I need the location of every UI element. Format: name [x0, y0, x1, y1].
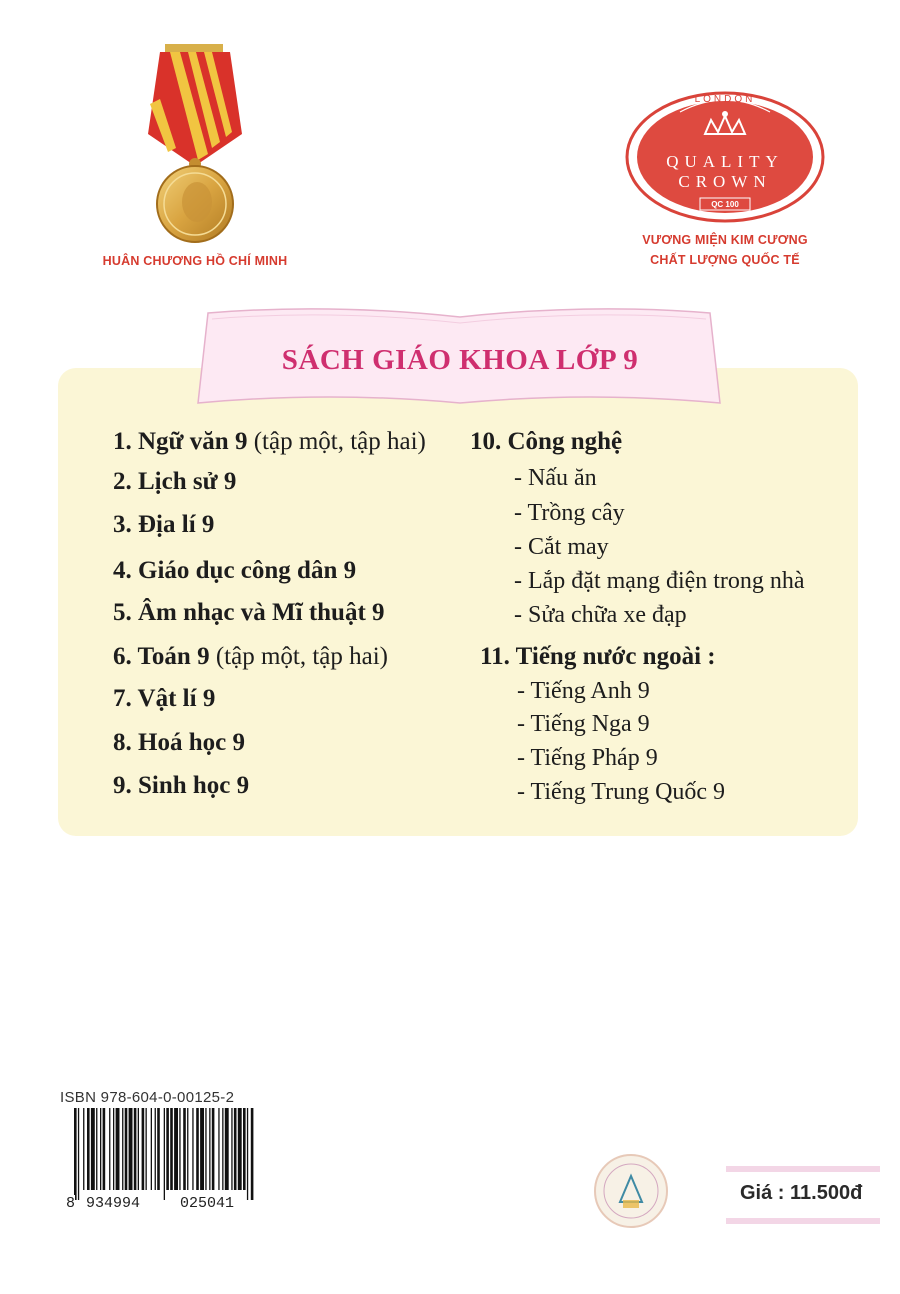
- barcode-bar: [103, 1108, 106, 1190]
- barcode-bar: [116, 1108, 120, 1190]
- list-item: [113, 642, 388, 672]
- book-title: 3. Địa lí 9: [113, 511, 215, 538]
- barcode-bar: [196, 1108, 199, 1190]
- price-label: Giá : 11.500đ: [740, 1182, 863, 1204]
- medal-caption: HUÂN CHƯƠNG HỒ CHÍ MINH: [102, 254, 288, 268]
- barcode-bar: [155, 1108, 156, 1190]
- barcode-bar: [170, 1108, 173, 1190]
- barcode-bar: [205, 1108, 206, 1190]
- price-sticker: [722, 1160, 884, 1232]
- badge-line-quality: QUALITY: [666, 152, 784, 171]
- list-item: [113, 771, 249, 801]
- barcode-bar: [100, 1108, 101, 1190]
- list-item: - Tiếng Pháp 9: [517, 745, 658, 771]
- book-title: 2. Lịch sử 9: [113, 468, 237, 495]
- book-title: 9. Sinh học 9: [113, 772, 250, 799]
- barcode-bar: [122, 1108, 123, 1190]
- book-title: 6. Toán 9: [113, 643, 210, 670]
- barcode-bar: [87, 1108, 90, 1190]
- barcode-bar: [134, 1108, 137, 1190]
- barcode-bar: [96, 1108, 97, 1190]
- barcode-bar: [231, 1108, 232, 1190]
- badge-caption-line2: CHẤT LƯỢNG QUỐC TẾ: [650, 253, 800, 267]
- section-heading-languages: 11. Tiếng nước ngoài :: [480, 643, 716, 670]
- list-item: - Tiếng Anh 9: [517, 678, 650, 704]
- barcode-bar: [225, 1108, 229, 1190]
- book-title: 7. Vật lí 9: [113, 685, 216, 712]
- list-item: - Cắt may: [514, 534, 609, 560]
- barcode-bar: [142, 1108, 145, 1190]
- list-item: - Sửa chữa xe đạp: [514, 602, 687, 628]
- list-item: [113, 427, 426, 457]
- list-item: [113, 467, 236, 497]
- book-note: (tập một, tập hai): [209, 643, 389, 670]
- list-item: [113, 684, 215, 714]
- book-note: (tập một, tập hai): [247, 428, 426, 455]
- list-item: [113, 598, 385, 628]
- list-item: - Lắp đặt mạng điện trong nhà: [514, 568, 805, 594]
- barcode-bar: [125, 1108, 128, 1190]
- barcode-bar: [174, 1108, 178, 1190]
- barcode-bar: [209, 1108, 210, 1190]
- barcode-bar: [247, 1108, 248, 1200]
- barcode-right-digits: 025041: [180, 1195, 235, 1212]
- barcode-bar: [74, 1108, 77, 1200]
- barcode-bar: [78, 1108, 79, 1200]
- list-item: [113, 510, 214, 540]
- page-title: SÁCH GIÁO KHOA LỚP 9: [281, 344, 639, 376]
- barcode-bar: [109, 1108, 110, 1190]
- barcode-bar: [187, 1108, 188, 1190]
- barcode-bar: [218, 1108, 219, 1190]
- barcode-bar: [179, 1108, 180, 1190]
- barcode-bar: [234, 1108, 237, 1190]
- barcode-bar: [200, 1108, 204, 1190]
- badge-line-crown: CROWN: [678, 172, 772, 191]
- barcode-bar: [251, 1108, 254, 1200]
- book-title: 1. Ngữ văn 9: [113, 428, 248, 455]
- barcode-bar: [157, 1108, 160, 1190]
- barcode-icon: [70, 1108, 255, 1200]
- barcode-bar: [166, 1108, 169, 1190]
- book-title: 4. Giáo dục công dân 9: [113, 557, 357, 584]
- barcode-bar: [91, 1108, 95, 1190]
- badge-caption-line1: VƯƠNG MIỆN KIM CƯƠNG: [642, 233, 808, 247]
- barcode-bar: [222, 1108, 223, 1190]
- barcode-bar: [138, 1108, 139, 1190]
- barcode-bar: [212, 1108, 215, 1190]
- barcode-bar: [192, 1108, 193, 1190]
- book-title: 5. Âm nhạc và Mĩ thuật 9: [113, 599, 385, 626]
- barcode-bar: [129, 1108, 133, 1190]
- ho-chi-minh-medal-icon: [140, 44, 250, 249]
- book-title: 8. Hoá học 9: [113, 729, 245, 756]
- barcode-bar: [113, 1108, 114, 1190]
- barcode-bar: [243, 1108, 246, 1190]
- barcode-left-digit: 8: [66, 1195, 76, 1212]
- barcode-bar: [146, 1108, 147, 1190]
- list-item: - Tiếng Trung Quốc 9: [517, 779, 726, 805]
- barcode-bar: [164, 1108, 165, 1200]
- isbn-text: ISBN 978-604-0-00125-2: [60, 1089, 235, 1106]
- badge-code: QC 100: [711, 200, 739, 209]
- barcode-mid-digits: 934994: [86, 1195, 141, 1212]
- section-heading-technology: 10. Công nghệ: [470, 428, 623, 455]
- list-item: - Tiếng Nga 9: [517, 711, 650, 737]
- barcode-bar: [83, 1108, 84, 1190]
- publisher-stamp-icon: [592, 1152, 670, 1230]
- barcode-bar: [151, 1108, 152, 1190]
- list-item: [113, 728, 245, 758]
- badge-top-text: LONDON: [694, 94, 756, 105]
- list-item: - Nấu ăn: [514, 465, 597, 491]
- barcode-bar: [183, 1108, 186, 1190]
- barcode-bar: [238, 1108, 242, 1190]
- list-item: - Trồng cây: [514, 500, 625, 526]
- list-item: [113, 556, 356, 586]
